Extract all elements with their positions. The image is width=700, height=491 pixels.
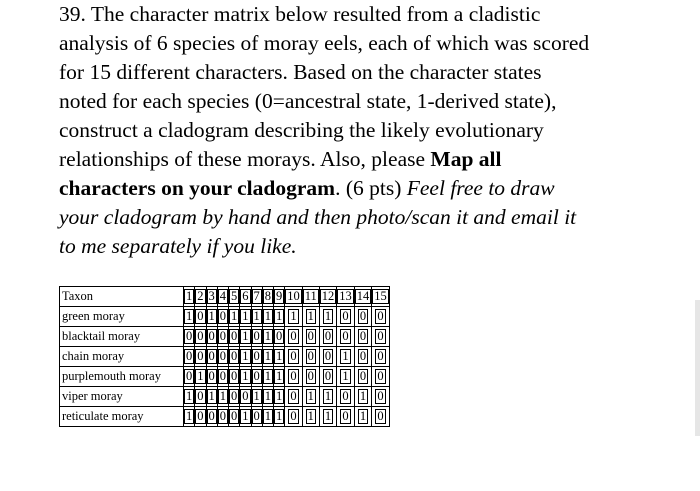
header-character-label: 12 <box>321 289 335 303</box>
character-state-value: 0 <box>324 349 332 363</box>
matrix-row <box>60 327 389 347</box>
character-state-value: 0 <box>359 369 367 383</box>
header-character-3 <box>207 287 218 307</box>
character-state-cell <box>320 387 338 407</box>
character-state-value: 0 <box>342 389 349 403</box>
character-state-cell <box>229 367 240 387</box>
character-state-value: 1 <box>253 309 260 323</box>
header-character-label: 15 <box>374 289 387 303</box>
character-state-cell <box>207 367 218 387</box>
character-state-value: 1 <box>242 349 249 363</box>
character-state-value: 1 <box>307 409 314 423</box>
question-line-2: analysis of 6 species of moray eels, each of which was scored <box>59 31 590 55</box>
character-state-value: 1 <box>290 309 297 323</box>
character-state-cell <box>252 387 263 407</box>
character-state-cell <box>320 407 338 426</box>
character-state-cell <box>303 347 320 367</box>
header-character-6 <box>240 287 251 307</box>
character-state-cell <box>207 327 218 347</box>
character-state-cell <box>263 327 274 347</box>
character-state-cell <box>303 407 320 426</box>
character-state-value: 0 <box>253 409 260 423</box>
character-state-cell <box>252 407 263 426</box>
character-state-cell <box>240 367 251 387</box>
question-line-5: construct a cladogram describing the likely evolutionary <box>59 118 544 142</box>
header-character-label: 10 <box>287 289 300 303</box>
character-state-value: 0 <box>208 409 215 423</box>
header-character-5 <box>229 287 240 307</box>
character-state-cell <box>218 387 229 407</box>
character-state-cell <box>252 307 263 327</box>
character-state-value: 1 <box>242 309 249 323</box>
character-state-value: 0 <box>377 409 384 423</box>
character-state-value: 1 <box>264 329 271 343</box>
taxon-name: viper moray <box>60 387 184 407</box>
character-state-cell <box>240 387 251 407</box>
character-state-cell <box>195 307 206 327</box>
taxon-name: blacktail moray <box>60 327 184 347</box>
character-state-value: 0 <box>377 329 384 343</box>
character-state-value: 1 <box>197 369 204 383</box>
character-state-cell <box>184 307 195 327</box>
character-state-cell <box>355 387 373 407</box>
question-line-4: noted for each species (0=ancestral state, 1-derived state), <box>59 89 557 113</box>
italic-note-part-3: to me separately if you like. <box>59 234 297 258</box>
character-state-value: 1 <box>253 389 260 403</box>
character-state-value: 0 <box>231 389 238 403</box>
character-state-cell <box>218 327 229 347</box>
character-state-cell <box>372 407 389 426</box>
header-character-label: 13 <box>339 289 352 303</box>
character-state-cell <box>207 387 218 407</box>
character-state-value: 1 <box>208 389 215 403</box>
character-state-value: 1 <box>242 369 249 383</box>
character-state-value: 1 <box>208 309 215 323</box>
character-state-value: 0 <box>307 349 314 363</box>
character-state-cell <box>184 387 195 407</box>
points-text: . (6 pts) <box>335 176 407 200</box>
question-line-7 <box>59 174 689 203</box>
character-state-cell <box>263 367 274 387</box>
character-state-value: 1 <box>276 369 283 383</box>
character-state-value: 0 <box>377 349 384 363</box>
question-line-3: for 15 different characters. Based on the character states <box>59 60 542 84</box>
matrix-row <box>60 347 389 367</box>
header-character-13 <box>337 287 355 307</box>
character-state-cell <box>337 307 355 327</box>
character-state-value: 0 <box>219 369 226 383</box>
character-state-value: 0 <box>276 329 283 343</box>
header-character-7 <box>252 287 263 307</box>
character-state-cell <box>337 367 355 387</box>
character-state-value: 0 <box>290 389 297 403</box>
header-character-label: 9 <box>276 289 283 303</box>
character-state-value: 1 <box>186 309 193 323</box>
character-state-cell <box>285 327 303 347</box>
character-state-cell <box>229 407 240 426</box>
header-character-label: 6 <box>242 289 249 303</box>
character-state-cell <box>252 367 263 387</box>
character-state-cell <box>229 307 240 327</box>
character-state-cell <box>274 367 285 387</box>
character-state-value: 0 <box>197 309 204 323</box>
character-state-cell <box>303 367 320 387</box>
header-character-label: 14 <box>356 289 370 303</box>
question-text <box>59 0 689 261</box>
character-state-cell <box>274 347 285 367</box>
character-state-value: 1 <box>264 309 271 323</box>
character-state-value: 0 <box>197 409 204 423</box>
character-state-cell <box>184 407 195 426</box>
character-state-value: 0 <box>231 369 238 383</box>
character-state-value: 0 <box>219 309 226 323</box>
character-state-value: 0 <box>197 349 204 363</box>
character-state-cell <box>355 347 373 367</box>
character-state-cell <box>184 347 195 367</box>
character-state-cell <box>337 387 355 407</box>
character-state-cell <box>320 347 338 367</box>
character-state-cell <box>274 327 285 347</box>
character-state-value: 1 <box>186 409 193 423</box>
character-state-value: 1 <box>324 309 332 323</box>
character-state-cell <box>240 307 251 327</box>
character-state-cell <box>195 347 206 367</box>
question-line-6-text: relationships of these morays. Also, please <box>59 147 431 171</box>
character-state-value: 1 <box>276 409 283 423</box>
taxon-name: purplemouth moray <box>60 367 184 387</box>
character-matrix-table <box>59 286 390 427</box>
character-state-value: 1 <box>359 389 367 403</box>
character-state-cell <box>195 387 206 407</box>
header-character-2 <box>195 287 206 307</box>
character-state-cell <box>337 327 355 347</box>
character-state-value: 0 <box>208 369 215 383</box>
character-state-cell <box>229 347 240 367</box>
italic-note-part-2: your cladogram by hand and then photo/scan it and email it <box>59 205 577 229</box>
character-state-value: 1 <box>186 389 193 403</box>
character-state-cell <box>252 327 263 347</box>
character-state-value: 0 <box>290 349 297 363</box>
header-character-14 <box>355 287 373 307</box>
header-taxon: Taxon <box>60 287 184 307</box>
character-state-cell <box>372 327 389 347</box>
character-state-value: 1 <box>264 409 271 423</box>
character-state-value: 0 <box>231 409 238 423</box>
matrix-row <box>60 387 389 407</box>
character-state-cell <box>240 407 251 426</box>
character-state-cell <box>303 327 320 347</box>
character-state-cell <box>303 387 320 407</box>
character-state-cell <box>320 367 338 387</box>
character-state-value: 1 <box>276 349 283 363</box>
character-state-cell <box>285 387 303 407</box>
taxon-name: green moray <box>60 307 184 327</box>
character-state-value: 1 <box>324 409 332 423</box>
character-state-cell <box>184 367 195 387</box>
character-state-value: 0 <box>307 369 314 383</box>
character-state-cell <box>252 347 263 367</box>
character-state-cell <box>218 367 229 387</box>
character-state-cell <box>303 307 320 327</box>
character-state-value: 0 <box>324 369 332 383</box>
character-state-value: 0 <box>231 329 238 343</box>
character-state-cell <box>355 307 373 327</box>
character-state-value: 1 <box>276 389 283 403</box>
character-state-cell <box>372 387 389 407</box>
header-character-label: 11 <box>304 289 317 303</box>
character-state-value: 0 <box>290 409 297 423</box>
header-character-label: 3 <box>208 289 215 303</box>
character-state-value: 1 <box>276 309 283 323</box>
character-state-value: 0 <box>186 349 193 363</box>
character-state-cell <box>372 347 389 367</box>
character-state-value: 0 <box>290 329 297 343</box>
character-state-value: 0 <box>307 329 314 343</box>
header-character-label: 1 <box>186 289 193 303</box>
character-state-cell <box>240 327 251 347</box>
character-state-value: 0 <box>342 309 349 323</box>
character-state-cell <box>320 307 338 327</box>
character-state-cell <box>372 367 389 387</box>
matrix-header-row <box>60 287 389 307</box>
header-character-1 <box>184 287 195 307</box>
character-state-value: 1 <box>264 369 271 383</box>
character-state-cell <box>207 407 218 426</box>
character-state-cell <box>207 347 218 367</box>
header-character-label: 8 <box>264 289 271 303</box>
character-state-value: 0 <box>359 349 367 363</box>
character-state-cell <box>263 387 274 407</box>
character-state-value: 0 <box>377 369 384 383</box>
header-character-label: 4 <box>219 289 226 303</box>
character-state-value: 1 <box>342 369 349 383</box>
character-state-cell <box>274 387 285 407</box>
character-state-cell <box>285 347 303 367</box>
character-state-value: 1 <box>242 409 249 423</box>
character-state-value: 0 <box>197 329 204 343</box>
character-state-value: 0 <box>377 309 384 323</box>
character-state-value: 0 <box>242 389 249 403</box>
character-state-value: 0 <box>219 329 226 343</box>
character-state-cell <box>263 407 274 426</box>
character-state-cell <box>218 347 229 367</box>
character-state-cell <box>274 307 285 327</box>
character-state-cell <box>263 347 274 367</box>
character-state-cell <box>195 367 206 387</box>
bold-instruction-part-1: Map all <box>430 147 502 171</box>
character-state-cell <box>274 407 285 426</box>
character-state-cell <box>218 407 229 426</box>
character-state-value: 0 <box>186 369 193 383</box>
header-character-label: 2 <box>197 289 204 303</box>
character-state-value: 0 <box>219 349 226 363</box>
matrix-row <box>60 367 389 387</box>
question-line-6 <box>59 145 689 174</box>
character-state-cell <box>263 307 274 327</box>
character-state-cell <box>184 327 195 347</box>
character-state-value: 0 <box>231 349 238 363</box>
header-character-4 <box>218 287 229 307</box>
character-state-value: 0 <box>186 329 193 343</box>
character-state-value: 0 <box>253 329 260 343</box>
character-state-value: 1 <box>231 309 238 323</box>
italic-note-part-1: Feel free to draw <box>406 176 555 200</box>
character-state-value: 0 <box>342 329 349 343</box>
character-state-value: 0 <box>342 409 349 423</box>
character-state-cell <box>229 327 240 347</box>
question-line-1: 39. The character matrix below resulted from a cladistic <box>59 2 541 26</box>
character-state-value: 0 <box>208 329 215 343</box>
character-state-cell <box>355 407 373 426</box>
character-state-value: 0 <box>290 369 297 383</box>
character-state-cell <box>240 347 251 367</box>
character-state-cell <box>320 327 338 347</box>
matrix-row <box>60 307 389 327</box>
character-state-value: 0 <box>208 349 215 363</box>
header-character-label: 7 <box>253 289 260 303</box>
character-state-cell <box>195 327 206 347</box>
character-state-cell <box>195 407 206 426</box>
character-state-cell <box>355 327 373 347</box>
character-state-value: 1 <box>324 389 332 403</box>
character-state-value: 0 <box>324 329 332 343</box>
character-state-value: 1 <box>359 409 367 423</box>
character-state-cell <box>285 307 303 327</box>
taxon-name: reticulate moray <box>60 407 184 426</box>
character-state-cell <box>218 307 229 327</box>
character-state-cell <box>207 307 218 327</box>
character-state-cell <box>372 307 389 327</box>
character-state-value: 0 <box>197 389 204 403</box>
character-state-value: 1 <box>307 389 314 403</box>
taxon-name: chain moray <box>60 347 184 367</box>
character-state-cell <box>229 387 240 407</box>
character-state-value: 1 <box>242 329 249 343</box>
character-state-cell <box>355 367 373 387</box>
character-state-value: 1 <box>307 309 314 323</box>
header-character-15 <box>372 287 389 307</box>
character-state-cell <box>285 407 303 426</box>
bold-instruction-part-2: characters on your cladogram <box>59 176 336 200</box>
header-character-label: 5 <box>231 289 238 303</box>
character-state-value: 0 <box>253 349 260 363</box>
header-character-10 <box>285 287 303 307</box>
character-state-value: 1 <box>219 389 226 403</box>
header-character-9 <box>274 287 285 307</box>
character-state-value: 0 <box>219 409 226 423</box>
character-state-cell <box>285 367 303 387</box>
character-state-cell <box>337 347 355 367</box>
header-character-11 <box>303 287 320 307</box>
header-character-12 <box>320 287 338 307</box>
character-state-value: 1 <box>264 389 271 403</box>
character-state-value: 0 <box>253 369 260 383</box>
header-character-8 <box>263 287 274 307</box>
character-state-value: 0 <box>377 389 384 403</box>
character-state-value: 0 <box>359 329 367 343</box>
matrix-row <box>60 407 389 426</box>
character-state-cell <box>337 407 355 426</box>
character-state-value: 0 <box>359 309 367 323</box>
character-state-value: 1 <box>342 349 349 363</box>
character-state-value: 1 <box>264 349 271 363</box>
right-edge-shadow <box>695 300 700 436</box>
